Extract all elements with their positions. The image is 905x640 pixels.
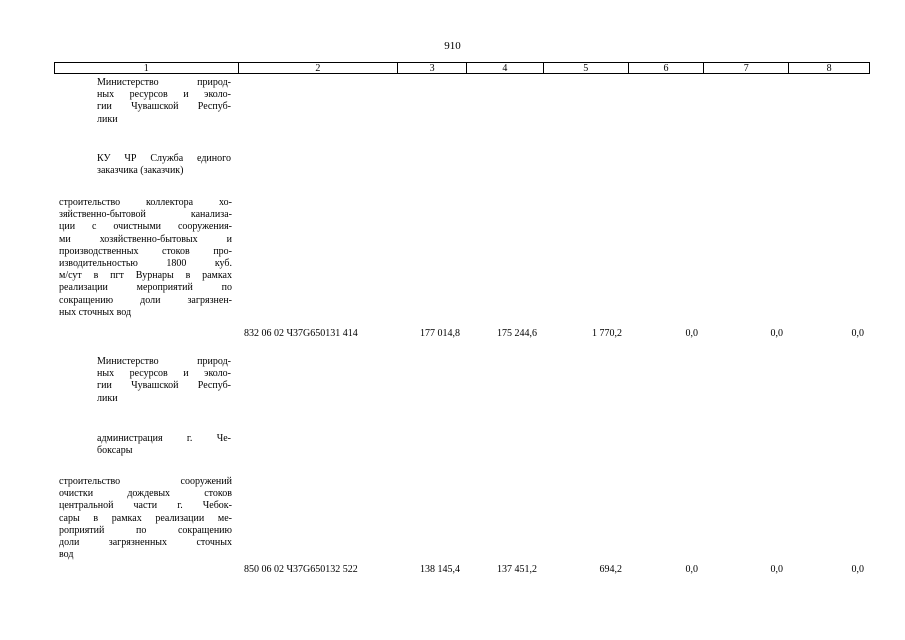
col-7-value: 0,0	[770, 564, 783, 575]
col-3-value: 138 145,4	[420, 564, 460, 575]
col-5-value: 1 770,2	[592, 328, 622, 339]
col-4-value: 175 244,6	[497, 328, 537, 339]
col-6-value: 0,0	[685, 564, 698, 575]
header-col-6: 6	[628, 63, 704, 73]
col-7-value: 0,0	[770, 328, 783, 339]
header-col-7: 7	[703, 63, 788, 73]
header-col-3: 3	[397, 63, 466, 73]
budget-code: 832 06 02 Ч37G650131 414	[244, 328, 358, 339]
col-8-value: 0,0	[851, 328, 864, 339]
col-8-value: 0,0	[851, 564, 864, 575]
header-col-5: 5	[543, 63, 628, 73]
table-row	[0, 564, 905, 576]
table-header-row	[54, 62, 870, 74]
page-number: 910	[444, 40, 461, 52]
table-row	[0, 328, 905, 340]
col-5-value: 694,2	[599, 564, 622, 575]
col-3-value: 177 014,8	[420, 328, 460, 339]
ministry-text-1: Министерство природ- ных ресурсов и эколо- гии Чувашской Респуб- лики	[97, 77, 231, 125]
budget-code: 850 06 02 Ч37G650132 522	[244, 564, 358, 575]
item-description-1: строительство коллектора хо- зяйственно-бытовой канализа- ции с очистными сооружения- ми хозяйственно-бытовых и производственных стоков про- изводительностью 1800 куб. м/сут в пгт Вурнары в рамках реализации мероприятий по сокращению доли загрязнен- ных сточных вод	[59, 197, 232, 318]
header-col-8: 8	[788, 63, 869, 73]
header-col-1: 1	[143, 63, 149, 74]
col-6-value: 0,0	[685, 328, 698, 339]
header-col-2: 2	[238, 63, 398, 73]
item-description-2: строительство сооружений очистки дождевых стоков центральной части г. Чебок- сары в рамках реализации ме- роприятий по сокращению доли загрязненных сточных вод	[59, 476, 232, 561]
customer-text-2: администрация г. Че- боксары	[97, 433, 231, 457]
ministry-text-2: Министерство природ- ных ресурсов и эколо- гии Чувашской Респуб- лики	[97, 356, 231, 404]
customer-text-1: КУ ЧР Служба единого заказчика (заказчик)	[97, 153, 231, 177]
col-4-value: 137 451,2	[497, 564, 537, 575]
header-col-4: 4	[466, 63, 543, 73]
